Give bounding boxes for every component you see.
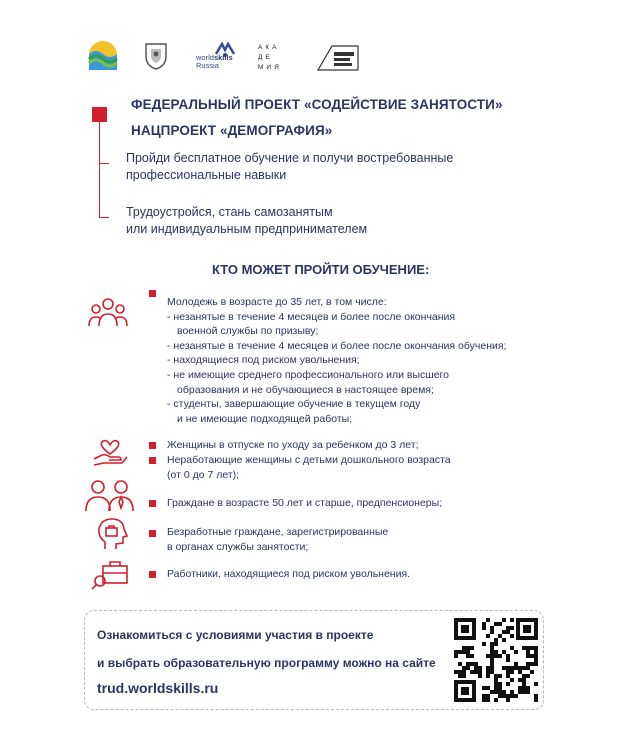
bracket-line <box>99 122 100 218</box>
info-line-2: и выбрать образовательную программу можно на сайте <box>97 656 436 670</box>
seniors-criteria: Граждане в возрасте 50 лет и старше, предпенсионеры; <box>167 497 443 509</box>
bracket-tick-2 <box>99 217 109 218</box>
emblem-logo <box>142 40 170 70</box>
youth-group-icon <box>88 296 128 335</box>
women-children-bullet <box>149 457 156 464</box>
unemployed-bullet <box>149 530 156 537</box>
bracket-tick-1 <box>99 163 109 164</box>
briefcase-search-icon <box>91 560 129 595</box>
two-people-icon <box>84 478 134 517</box>
sun-waves-logo <box>88 40 118 70</box>
project-title: ФЕДЕРАЛЬНЫЙ ПРОЕКТ «СОДЕЙСТВИЕ ЗАНЯТОСТИ» <box>131 97 503 112</box>
seniors-bullet <box>149 500 156 507</box>
qr-code-icon[interactable] <box>452 616 540 704</box>
workers-bullet <box>149 571 156 578</box>
demography-logo <box>316 44 360 72</box>
point-training: Пройди бесплатное обучение и получи востребованные профессиональные навыки <box>126 151 454 182</box>
hand-heart-icon <box>92 433 128 472</box>
youth-bullet <box>149 290 156 297</box>
logo-row <box>88 40 378 76</box>
header-marker <box>92 107 107 122</box>
head-profile-icon <box>95 517 129 556</box>
unemployed-criteria: Безработные граждане, зарегистрированные в органах службы занятости; <box>167 526 389 553</box>
women-with-children: Неработающие женщины с детьми дошкольного возраста (от 0 до 7 лет); <box>167 454 451 481</box>
youth-criteria: Молодежь в возрасте до 35 лет, в том числе: - незанятые в течение 4 месяцев и более после окончания военной службы по призыву; - незанятые в течение 4 месяцев и более после окончания обучения; - находящиеся под риском увольнения; - не имеющие среднего профессионального или высшего образования и не обучающиеся в настоящее время; - студенты, завершающие обучение в текущем году и не имеющие подходящей работы; <box>167 296 507 425</box>
website-link[interactable]: trud.worldskills.ru <box>97 680 219 696</box>
info-line-1: Ознакомиться с условиями участия в проекте <box>97 628 374 642</box>
point-employment: Трудоустройся, стань самозанятым или индивидуальным предпринимателем <box>126 205 368 236</box>
national-project-title: НАЦПРОЕКТ «ДЕМОГРАФИЯ» <box>131 123 333 138</box>
women-on-leave: Женщины в отпуске по уходу за ребенком до 3 лет; <box>167 439 419 451</box>
academy-logo: АКА ДЕ МИЯ <box>258 44 282 71</box>
women-leave-bullet <box>149 442 156 449</box>
workers-criteria: Работники, находящиеся под риском увольнения. <box>167 568 411 580</box>
worldskills-wordmark: worldskills Russia <box>196 53 233 70</box>
who-can-train-heading: КТО МОЖЕТ ПРОЙТИ ОБУЧЕНИЕ: <box>212 262 430 277</box>
